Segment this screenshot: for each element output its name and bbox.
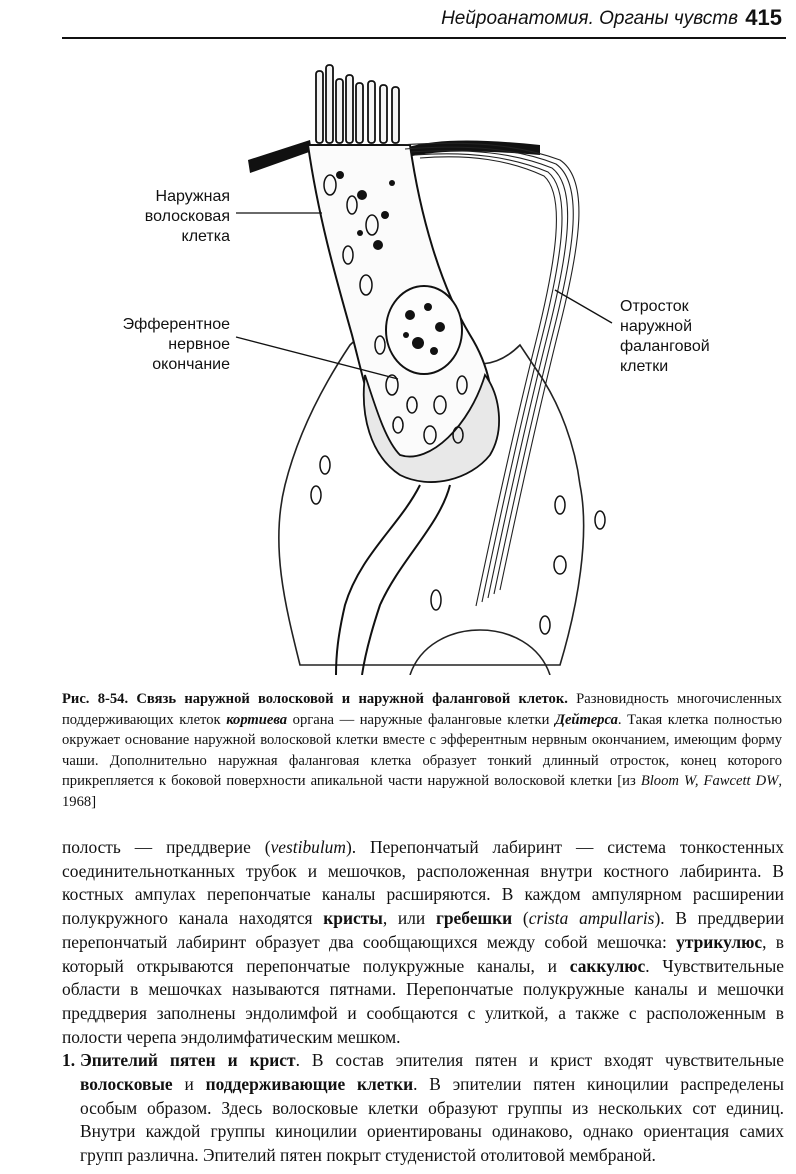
running-title: Нейроанатомия. Органы чувств (441, 8, 738, 29)
header-rule (62, 37, 786, 39)
page-header (0, 0, 796, 40)
figure-8-54 (0, 45, 796, 675)
figure-caption: Рис. 8-54. Связь наружной волосковой и наружной фаланговой клеток. Разновидность многочисленных поддерживающих клеток кортиева органа — наружные фаланговые клетки Дейтерса. Такая клетка полностью окружает основание наружной волосковой клетки вместе с эфферентным нервным окончанием, имеющим форму чаши. Дополнительно наружная фаланговая клетка образует тонкий длинный отросток, конец которого прикрепляется к боковой поверхности апикальной части наружной волосковой клетки [из Bloom W, Fawcett DW, 1968] (62, 691, 783, 810)
paragraph-vestibule: полость — преддверие (vestibulum). Перепончатый лабиринт — система тонкостенных соединительнотканных трубок и мешочков, расположенная внутри костного лабиринта. В костных ампулах перепончатые каналы расширяются. В каждом ампулярном расширении полукружного канала находятся кристы, или гребешки (crista ampullaris). В преддверии перепончатый лабиринт образует два сообщающихся между собой мешочка: утрикулюс, в который открываются перепончатые полукружные каналы, и саккулюс. Чувствительные области в мешочках называются пятнами. Перепончатые полукружные каналы и мешочки преддверия заполнены эндолимфой и сообщаются с улиткой, а также с расположенным в полости черепа эндолимфатическим мешком. (62, 837, 784, 1047)
leader-process (555, 290, 612, 323)
nerve-fiber-left (336, 485, 420, 675)
label-outer-hair-cell: Наружная волосковая клетка (144, 188, 230, 245)
page-number: 415 (745, 5, 782, 30)
label-efferent-ending: Эфферентное нервное окончание (122, 316, 230, 373)
nerve-fiber-right (362, 485, 450, 675)
hair-cell-nucleus (386, 286, 462, 374)
list-number: 1. (62, 1050, 76, 1071)
label-phalangeal-process: Отросток наружной фаланговой клетки (620, 298, 710, 375)
lower-cell-outline (410, 630, 550, 675)
stereocilia (316, 65, 399, 143)
reticular-lamina-left (248, 140, 312, 173)
figure-source: Bloom W, Fawcett DW (640, 773, 779, 789)
figure-number: Рис. 8-54. (62, 691, 129, 707)
list-item: 1. Эпителий пятен и крист. В состав эпителия пятен и крист входят чувствительные волосковые и поддерживающие клетки. В эпителии пятен киноцилии распределены особым образом. Здесь волосковые клетки образуют группы из нескольких сот единиц. Внутри каждой группы киноцилии ориентированы одинаково, однако ориентация самих групп различна. Эпителий пятен покрыт студенистой отолитовой мембраной. (62, 1050, 785, 1166)
body-text (62, 836, 784, 1168)
figure-title: Связь наружной волосковой и наружной фаланговой клеток. (136, 691, 568, 707)
